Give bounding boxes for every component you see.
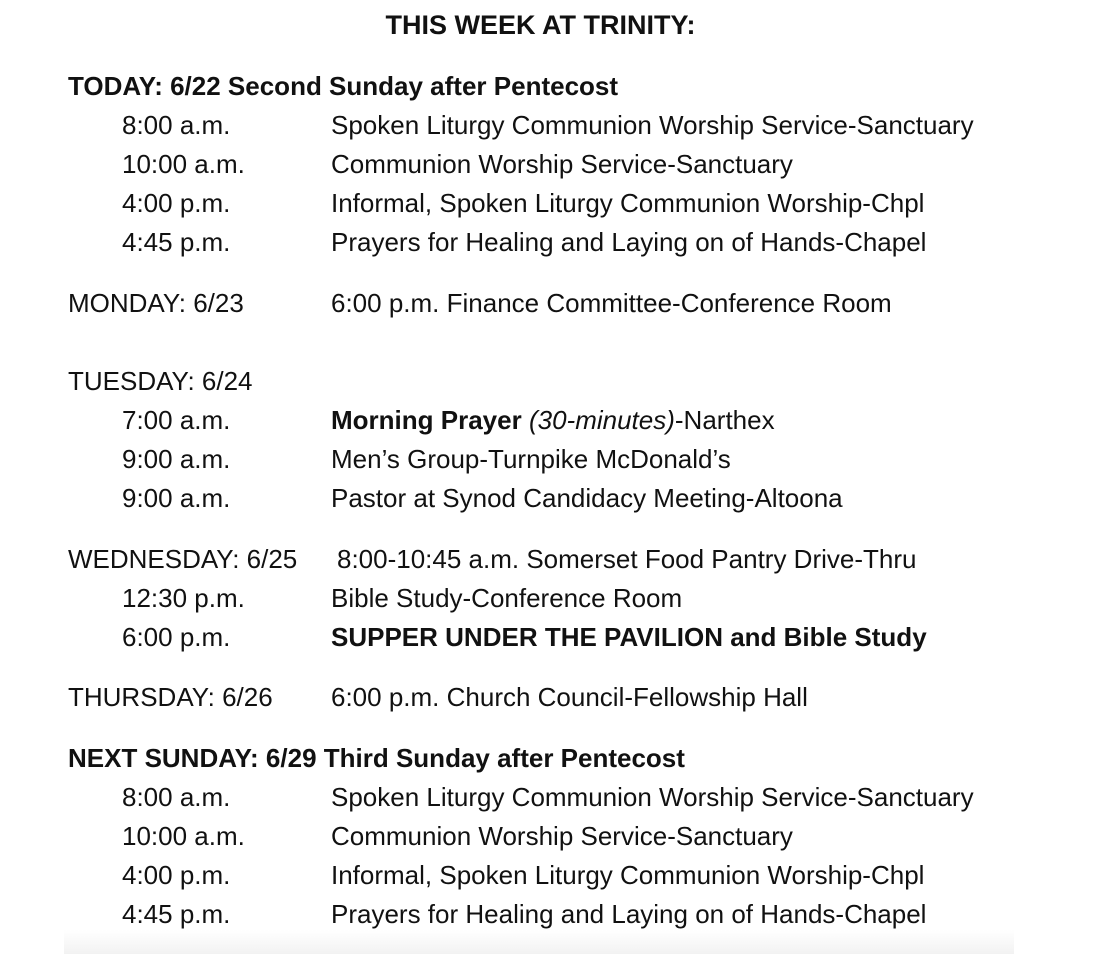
schedule-row bbox=[0, 620, 1111, 654]
event-description: Communion Worship Service-Sanctuary bbox=[331, 821, 793, 851]
monday-row bbox=[0, 286, 1111, 320]
event-description: 6:00 p.m. Church Council-Fellowship Hall bbox=[331, 682, 808, 712]
schedule-row bbox=[0, 108, 1111, 142]
tuesday-heading: TUESDAY: 6/24 bbox=[68, 366, 253, 396]
event-description: Spoken Liturgy Communion Worship Service-Sanctuary bbox=[331, 110, 974, 140]
event-description: 8:00-10:45 a.m. Somerset Food Pantry Drive-Thru bbox=[337, 544, 917, 574]
event-description: Prayers for Healing and Laying on of Hands-Chapel bbox=[331, 899, 927, 929]
event-time: 9:00 a.m. bbox=[122, 483, 231, 513]
thursday-row bbox=[0, 680, 1111, 714]
schedule-row bbox=[0, 147, 1111, 181]
event-time: 6:00 p.m. bbox=[122, 622, 231, 652]
event-description: Men’s Group-Turnpike McDonald’s bbox=[331, 444, 731, 474]
today-heading: TODAY: 6/22 Second Sunday after Pentecost bbox=[68, 71, 619, 101]
event-description: Informal, Spoken Liturgy Communion Worship-Chpl bbox=[331, 188, 925, 218]
event-description: Spoken Liturgy Communion Worship Service-Sanctuary bbox=[331, 782, 974, 812]
event-title-bold: Morning Prayer bbox=[331, 405, 522, 435]
schedule-row bbox=[0, 780, 1111, 814]
schedule-row bbox=[0, 858, 1111, 892]
event-duration: (30-minutes) bbox=[528, 405, 675, 435]
event-time: 9:00 a.m. bbox=[122, 444, 231, 474]
event-description: Informal, Spoken Liturgy Communion Worship-Chpl bbox=[331, 860, 925, 890]
schedule-row bbox=[0, 186, 1111, 220]
schedule-row bbox=[0, 897, 1111, 931]
event-description bbox=[331, 403, 775, 437]
day-label: MONDAY: 6/23 bbox=[68, 288, 244, 318]
page-title: THIS WEEK AT TRINITY: bbox=[385, 10, 696, 40]
wednesday-row bbox=[0, 542, 1111, 576]
event-description: Prayers for Healing and Laying on of Hands-Chapel bbox=[331, 227, 927, 257]
schedule-row bbox=[0, 403, 1111, 437]
event-time: 4:45 p.m. bbox=[122, 227, 231, 257]
day-label: WEDNESDAY: 6/25 bbox=[68, 544, 298, 574]
schedule-row bbox=[0, 581, 1111, 615]
event-description: Bible Study-Conference Room bbox=[331, 583, 683, 613]
schedule-row bbox=[0, 225, 1111, 259]
event-description: SUPPER UNDER THE PAVILION and Bible Study bbox=[331, 622, 927, 652]
event-time: 12:30 p.m. bbox=[122, 583, 245, 613]
event-time: 8:00 a.m. bbox=[122, 110, 231, 140]
event-description: 6:00 p.m. Finance Committee-Conference Room bbox=[331, 288, 892, 318]
schedule-row bbox=[0, 481, 1111, 515]
event-time: 10:00 a.m. bbox=[122, 149, 245, 179]
schedule-row bbox=[0, 819, 1111, 853]
event-time: 4:00 p.m. bbox=[122, 188, 231, 218]
event-description: Pastor at Synod Candidacy Meeting-Altoona bbox=[331, 483, 843, 513]
event-time: 4:00 p.m. bbox=[122, 860, 231, 890]
schedule-row bbox=[0, 442, 1111, 476]
next-sunday-heading: NEXT SUNDAY: 6/29 Third Sunday after Pentecost bbox=[68, 743, 685, 773]
event-time: 8:00 a.m. bbox=[122, 782, 231, 812]
day-label: THURSDAY: 6/26 bbox=[68, 682, 273, 712]
event-time: 7:00 a.m. bbox=[122, 405, 231, 435]
page-bottom-shadow bbox=[64, 930, 1014, 954]
event-time: 4:45 p.m. bbox=[122, 899, 231, 929]
event-description: Communion Worship Service-Sanctuary bbox=[331, 149, 793, 179]
event-location: -Narthex bbox=[674, 405, 775, 435]
event-time: 10:00 a.m. bbox=[122, 821, 245, 851]
